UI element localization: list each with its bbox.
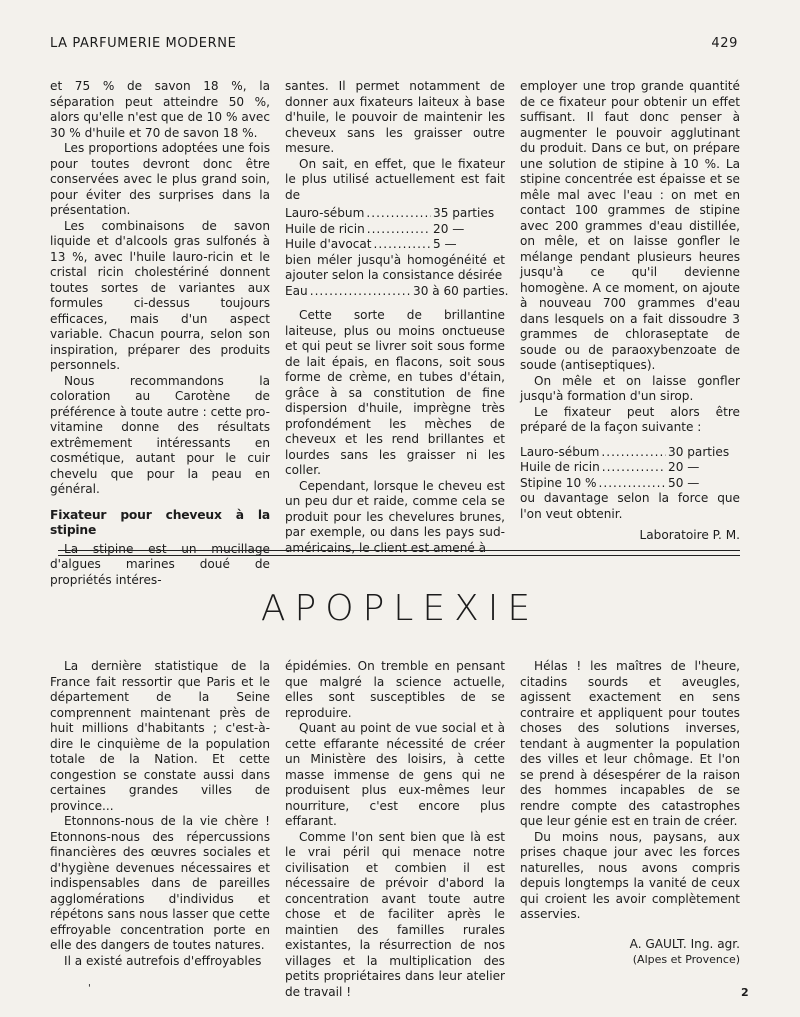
recipe-row <box>285 283 509 300</box>
paragraph: Cette sorte de brillantine laiteuse, plus ou moins onctueuse et qui peut se livrer soit sous forme de lait épais, en flacons, soit sous forme de crème, en tubes d'étain, grâce à sa constitution de fine dispersion d'huile, imprègne très profondément les mèches de cheveux et les rend brillantes et lourdes sans les graisser ni les coller. <box>285 308 505 477</box>
paragraph: On mêle et on laisse gonfler jusqu'à formation d'un sirop. <box>520 373 740 403</box>
double-rule-top <box>58 550 740 551</box>
recipe-table-1 <box>285 206 509 299</box>
article-apoplexie <box>50 659 740 1000</box>
running-header <box>50 36 738 54</box>
ingredient-name: Lauro-sébum <box>520 444 600 459</box>
recipe-row <box>285 237 505 253</box>
paragraph: Il a existé autrefois d'effroyables <box>64 953 262 968</box>
paragraph: employer une trop grande quantité de ce fixateur pour obtenir un effet suffisant. Il faut donc penser à augmenter le pouvoir agglutinant du produit. Dans ce but, on prépare une solution de stipine à 10 %. La stipine concentrée est épaisse et se mêle mal avec l'eau : on met en contact 100 grammes de stipine avec 200 grammes d'eau distillée, on mêle, et on laisse gonfler le mélange pendant plusieurs heures jusqu'à ce qu'il devienne homogène. A ce moment, on ajoute à nouveau 700 grammes d'eau dans lesquels on a fait dissoudre 3 grammes de chloraseptate de soude ou de paraoxybenzoate de soude (antiseptiques). <box>520 79 740 372</box>
paragraph: Les combinaisons de savon liquide et d'alcools gras sulfonés à 13 %, avec l'huile lauro-ricin et le cristal ricin cholestériné donnent toutes sortes de variantes aux formules ci-dessus toujours efficaces, mais d'un aspect variable. Chacun pourra, selon son inspiration, préparer des produits personnels. <box>50 218 270 372</box>
signature-number: 2 <box>741 986 749 999</box>
section-heading: Fixateur pour cheveux à la stipine <box>50 507 270 537</box>
recipe-note: bien méler jusqu'à homogénéité et ajouter selon la consistance désirée <box>285 252 505 282</box>
article2-column-2 <box>285 659 505 1000</box>
ingredient-qty: 20 — <box>433 221 465 236</box>
ingredient-qty: 20 — <box>668 460 700 474</box>
ingredient-name: Huile de ricin <box>520 460 600 474</box>
article2-column-3 <box>520 659 740 1000</box>
paragraph: épidémies. On tremble en pensant que malgré la science actuelle, elles sont susceptibles de se reproduire. <box>285 659 505 720</box>
paragraph: Du moins nous, paysans, aux prises chaque jour avec les forces naturelles, nous avons compris depuis longtemps la vanité de ceux qui croient les avoir complètement asservies. <box>520 829 740 921</box>
ingredient-name: Huile d'avocat <box>285 237 372 251</box>
paragraph: La dernière statistique de la France fait ressortir que Paris et le département de la Seine comprennent maintenant près de huit millions d'habitants ; c'est-à-dire le cinquième de la population totale de la Nation. Et cette congestion se constate aussi dans certaines grandes villes de province... <box>50 659 270 813</box>
page-number: 429 <box>711 36 738 51</box>
article-signature: Laboratoire P. M. <box>639 528 740 542</box>
journal-title: LA PARFUMERIE MODERNE <box>50 36 237 51</box>
article1-column-2 <box>285 79 509 588</box>
paragraph: Hélas ! les maîtres de l'heure, citadins sourds et aveugles, agissent exactement en sens contraire et appliquent pour toutes choses des solutions inverses, tendant à augmenter la population des villes et leur chômage. Et l'on se prend à désespérer de la raison des hommes incapables de se rendre compte des catastrophes que leur génie est en train de créer. <box>520 659 740 828</box>
paragraph: Nous recommandons la coloration au Carotène de préférence à toute autre : cette pro-vitamine donne des résultats extrêmement intéressants en cosmétique, autant pour le cuir chevelu que pour la peau en général. <box>50 373 270 496</box>
ingredient-name: Lauro-sébum <box>285 206 365 220</box>
paragraph: On sait, en effet, que le fixateur le plus utilisé actuellement est fait de <box>285 156 505 202</box>
recipe-row <box>520 476 740 492</box>
ingredient-name: Stipine 10 % <box>520 475 597 490</box>
ingredient-qty: 30 à 60 parties. <box>413 283 509 298</box>
ingredient-qty: 50 — <box>668 475 700 490</box>
ingredient-qty: 30 parties <box>668 444 730 459</box>
recipe-note: ou davantage selon la force que l'on veut obtenir. <box>520 491 740 521</box>
paragraph: et 75 % de savon 18 %, la séparation peut atteindre 50 %, alors qu'elle n'est que de 10 % avec 30 % d'huile et 70 de savon 18 %. <box>50 79 270 140</box>
article1-column-3 <box>520 79 740 588</box>
ingredient-name: Eau <box>285 283 308 298</box>
paragraph: santes. Il permet notamment de donner aux fixateurs laiteux à base d'huile, le pouvoir de maintenir les cheveux sans les graisser outre mesure. <box>285 79 505 155</box>
article1-column-1 <box>50 79 270 588</box>
ingredient-name: Huile de ricin <box>285 221 365 236</box>
article-title: APOPLEXIE <box>260 588 540 629</box>
author-name: A. GAULT. Ing. agr. <box>629 936 740 951</box>
recipe-row <box>285 206 505 222</box>
article-stipine <box>50 79 740 588</box>
paragraph: Les proportions adoptées une fois pour toutes devront donc être conservées avec le plus grand soin, pour éviter des surprises dans la présentation. <box>50 141 270 217</box>
ingredient-qty: 35 parties <box>433 206 495 220</box>
recipe-table-2 <box>520 445 740 523</box>
paragraph: Le fixateur peut alors être préparé de la façon suivante : <box>520 404 740 434</box>
ingredient-qty: 5 — <box>433 237 457 251</box>
author-location: (Alpes et Provence) <box>632 953 740 966</box>
recipe-row <box>285 222 505 238</box>
recipe-row <box>520 460 740 476</box>
paragraph: Quant au point de vue social et à cette effarante nécessité de créer un Ministère des loisirs, à cette masse immense de gens qui ne produisent plus eux-mêmes leur nourriture, c'est encore plus effarant. <box>285 721 505 828</box>
stray-mark: ' <box>88 983 91 994</box>
paragraph: Cependant, lorsque le cheveu est un peu dur et raide, comme cela se produit pour les chevelures brunes, par exemple, ou dans les pays sud-américains, le client est amené à <box>285 478 505 555</box>
double-rule-bottom <box>58 555 740 556</box>
recipe-row <box>520 445 740 461</box>
paragraph: Etonnons-nous de la vie chère ! Etonnons-nous des répercussions financières des œuvres sociales et d'hygiène devenues nécessaires et indispensables dans de pareilles agglomérations d'individus et répétons sans nous lasser que cette effroyable concentration porte en elle des dangers de toutes natures. <box>50 814 270 952</box>
paragraph: Comme l'on sent bien que là est le vrai péril qui menace notre civilisation et combien il est nécessaire de prévoir d'abord la concentration avant toute autre chose et de faciliter après le maintien des familles rurales existantes, la résurrection de nos villages et la multiplication des petits propriétaires dans leur atelier de travail ! <box>285 829 505 999</box>
article2-column-1 <box>50 659 270 1000</box>
paragraph: La stipine est un mucillage d'algues marines doué de propriétés intéres- <box>50 541 270 587</box>
